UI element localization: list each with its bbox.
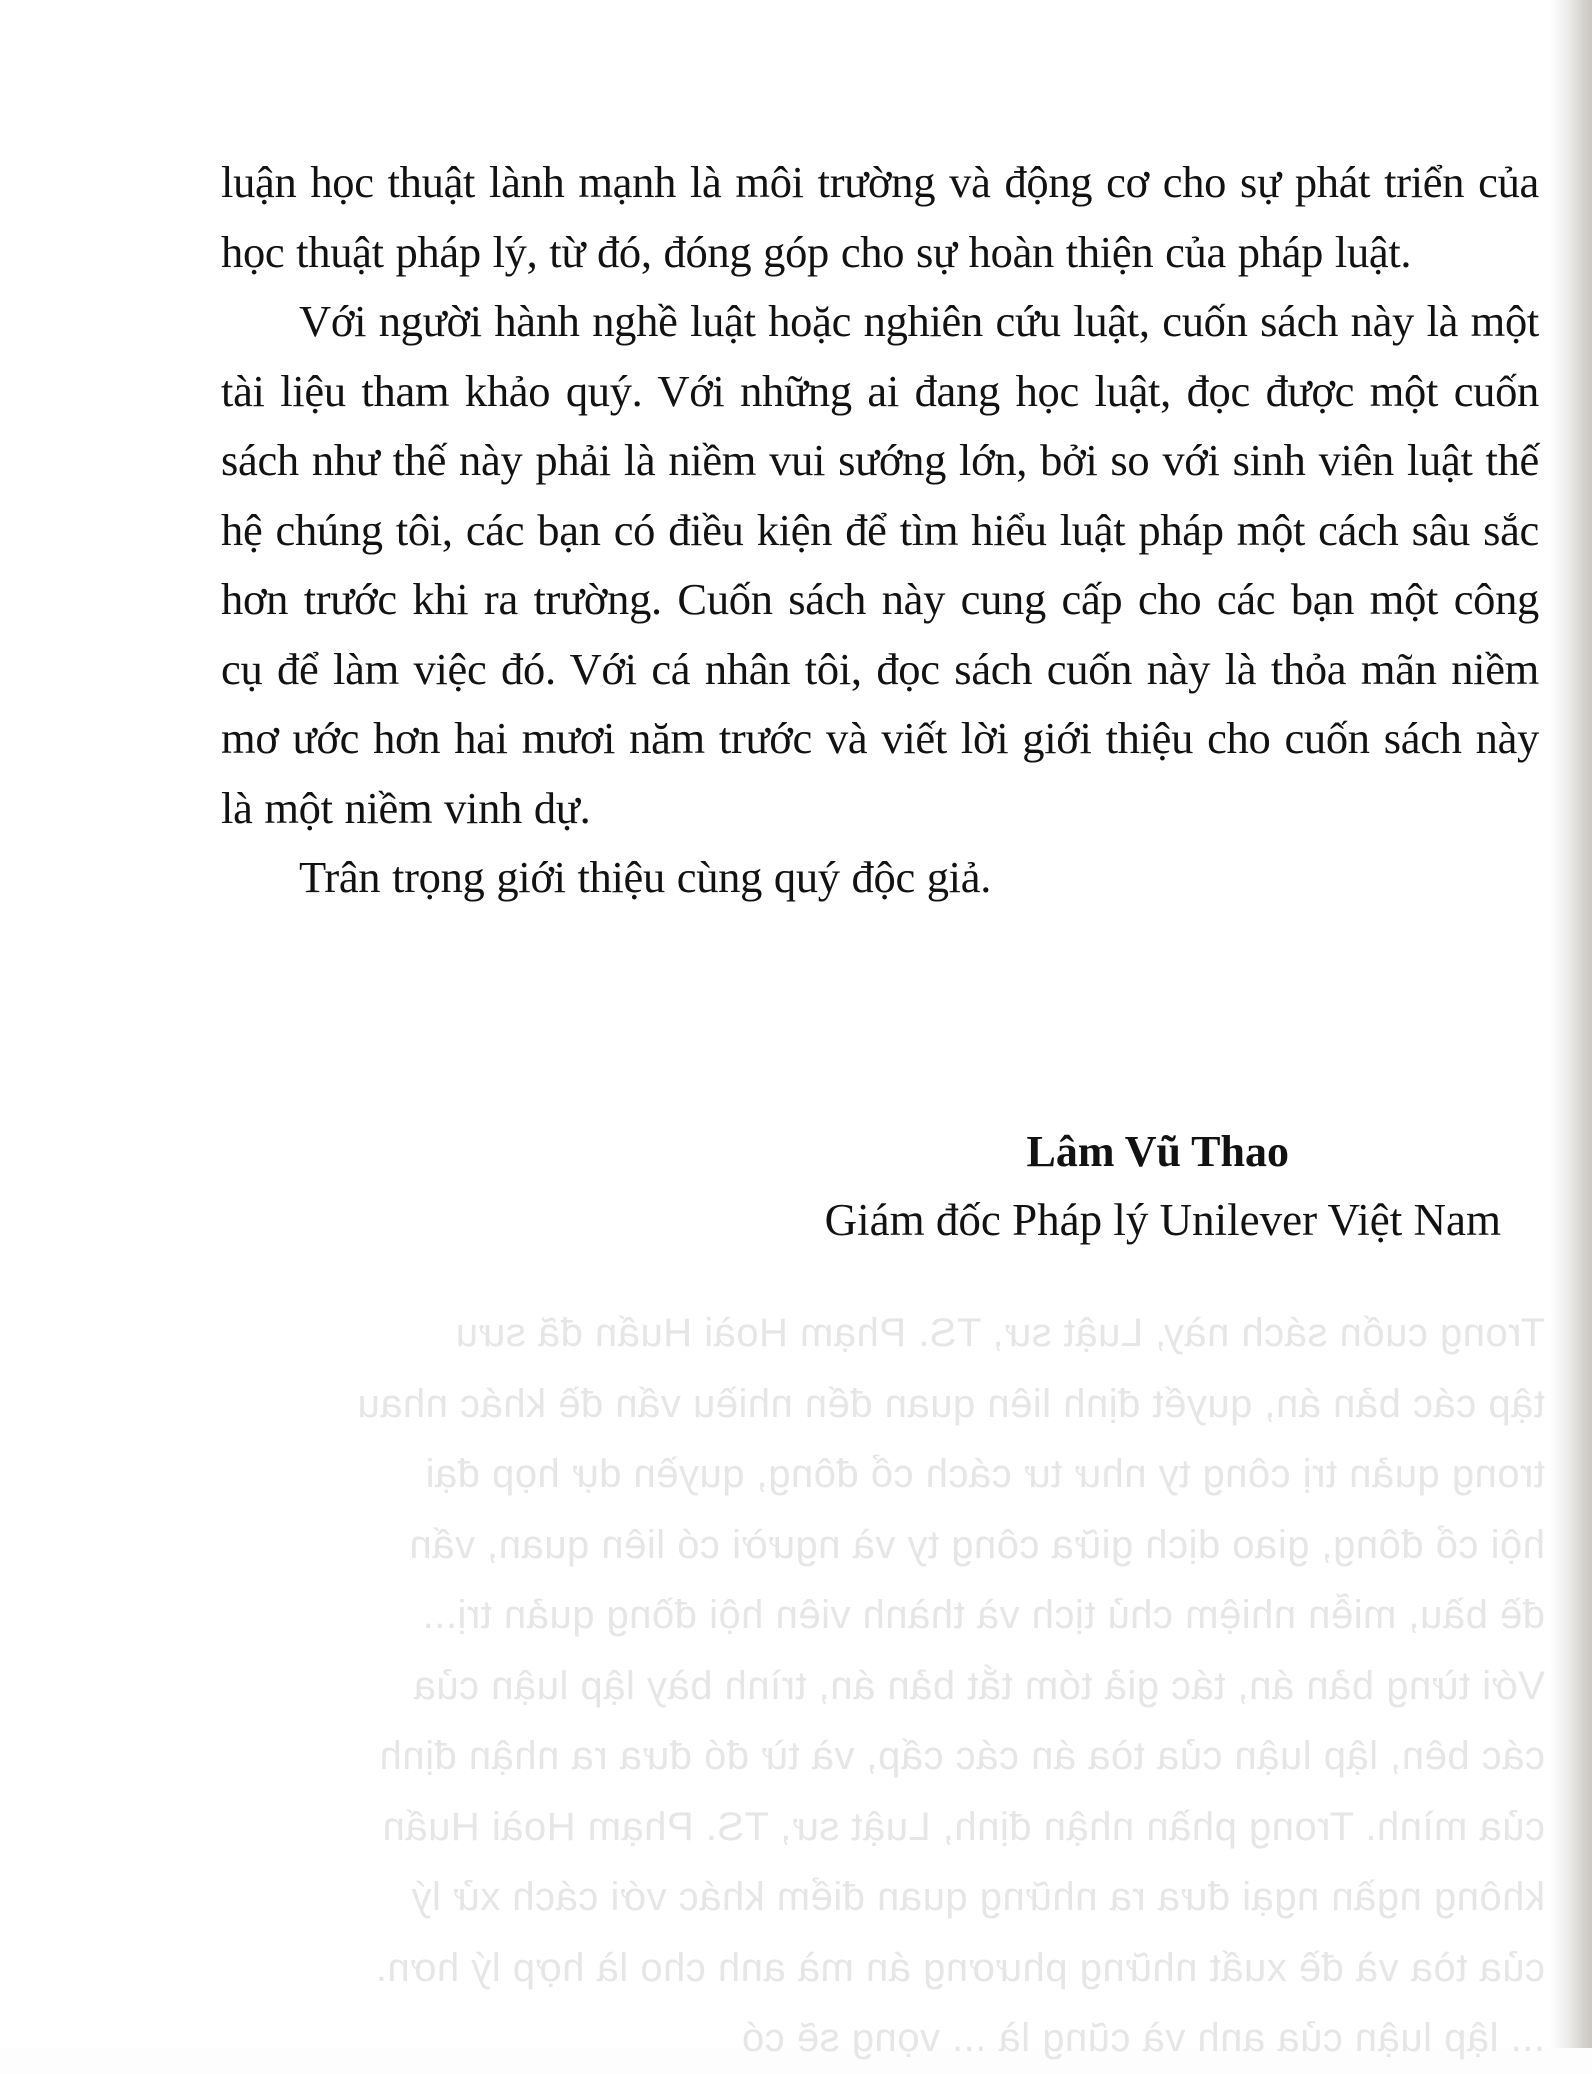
page-edge-shadow: [1550, 0, 1592, 2048]
body-text: [221, 148, 1539, 913]
show-through-line: ... lập luận của anh và cũng là ... vọng sẽ có: [741, 2016, 1545, 2060]
show-through-line: đề bầu, miễn nhiệm chủ tịch và thành viên hội đồng quản trị...: [422, 1593, 1545, 1637]
signature-block: [221, 1118, 1501, 1254]
show-through-line: Trong cuốn sách này, Luật sư, TS. Phạm Hoài Huấn đã sưu: [455, 1311, 1545, 1355]
show-through-line: hội cổ đông, giao dịch giữa công ty và người có liên quan, vấn: [409, 1522, 1545, 1567]
paragraph-readers: Với người hành nghề luật hoặc nghiên cứu luật, cuốn sách này là một tài liệu tham khảo quý. Với những ai đang học luật, đọc được một cuốn sách như thế này phải là niềm vui sướng lớn, bởi so với sinh viên luật thế hệ chúng tôi, các bạn có điều kiện để tìm hiểu luật pháp một cách sâu sắc hơn trước khi ra trường. Cuốn sách này cung cấp cho các bạn một công cụ để làm việc đó. Với cá nhân tôi, đọc sách cuốn này là thỏa mãn niềm mơ ước hơn hai mươi năm trước và viết lời giới thiệu cho cuốn sách này là một niềm vinh dự.: [221, 296, 1539, 833]
show-through-line: Với từng bản án, tác giả tóm tắt bản án, trình bày lập luận của: [413, 1663, 1545, 1708]
show-through-line: của mình. Trong phần nhận định, Luật sư, TS. Phạm Hoài Huấn: [382, 1804, 1545, 1849]
signature-name: Lâm Vũ Thao: [1026, 1127, 1289, 1176]
show-through-line: các bên, lập luận của tòa án các cấp, và từ đó đưa ra nhận định: [379, 1734, 1545, 1778]
show-through-line: của tòa và đề xuất những phương án mà anh cho là hợp lý hơn.: [375, 1945, 1545, 1990]
signature-title: Giám đốc Pháp lý Unilever Việt Nam: [824, 1195, 1501, 1245]
show-through-line: tập các bản án, quyết định liên quan đến nhiều vấn đề khác nhau: [357, 1381, 1545, 1426]
show-through-line: không ngần ngại đưa ra những quan điểm khác với cách xử lý: [411, 1875, 1545, 1919]
show-through-text: [215, 1298, 1545, 2074]
paragraph-continuation: luận học thuật lành mạnh là môi trường và động cơ cho sự phát triển của học thuật pháp lý, từ đó, đóng góp cho sự hoàn thiện của pháp luật.: [221, 157, 1539, 277]
paragraph-closing: Trân trọng giới thiệu cùng quý độc giả.: [299, 852, 992, 902]
show-through-line: trong quản trị công ty như tư cách cổ đông, quyền dự họp đại: [425, 1452, 1545, 1496]
